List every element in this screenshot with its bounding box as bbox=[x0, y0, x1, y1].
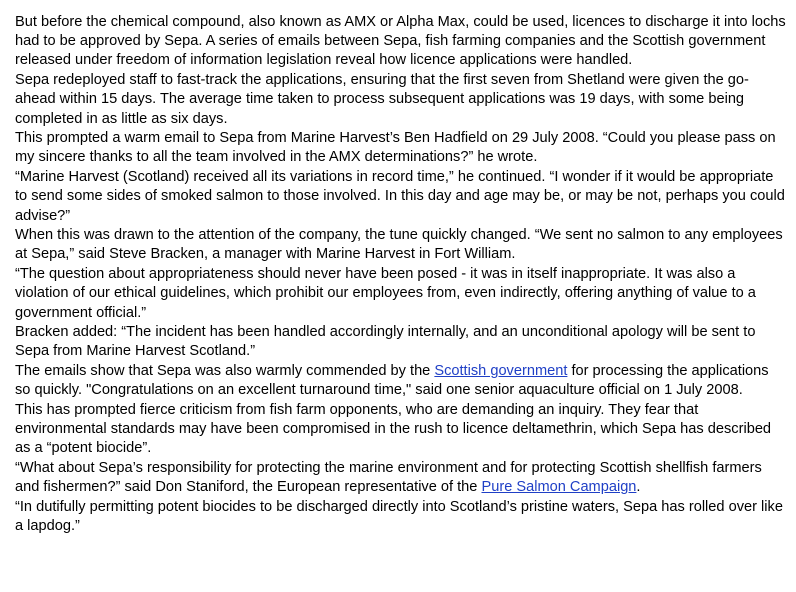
paragraph-text: The emails show that Sepa was also warmly commended by the bbox=[15, 363, 435, 380]
paragraph-fast-track bbox=[15, 71, 786, 129]
paragraph-text: . bbox=[636, 479, 641, 496]
pure-salmon-campaign-link[interactable]: Pure Salmon Campaign bbox=[481, 479, 637, 496]
paragraph-tune-changed bbox=[15, 226, 786, 264]
paragraph-apology bbox=[15, 323, 786, 361]
paragraph-lapdog bbox=[15, 498, 786, 536]
paragraph-government-commendation bbox=[15, 362, 786, 400]
paragraph-text: “Marine Harvest (Scotland) received all its variations in record time,” he continued. “I wonder if it would be appropriate to send some sides of smoked salmon to those involved. In this day and age may be, or may be not, perhaps you could advise?” bbox=[15, 169, 785, 224]
paragraph-amx-licences bbox=[15, 13, 786, 71]
paragraph-staniford-quote bbox=[15, 459, 786, 497]
paragraph-text: Bracken added: “The incident has been handled accordingly internally, and an unconditional apology will be sent to Sepa from Marine Harvest Scotland.” bbox=[15, 324, 756, 360]
paragraph-text: But before the chemical compound, also known as AMX or Alpha Max, could be used, licences to discharge it into lochs had to be approved by Sepa. A series of emails between Sepa, fish farming companies and the Scottish government released under freedom of information legislation reveal how licence applications were handled. bbox=[15, 14, 786, 69]
paragraph-text: This has prompted fierce criticism from fish farm opponents, who are demanding an inquiry. They fear that environmental standards may have been compromised in the rush to licence deltamethrin, which Sepa has described as a “potent biocide”. bbox=[15, 402, 772, 457]
paragraph-text: for processing the applications so quickly. "Congratulations on an excellent turnaround time," said one senior aquaculture official on 1 July 2008. bbox=[15, 363, 769, 399]
paragraph-smoked-salmon bbox=[15, 168, 786, 226]
paragraph-text: Sepa redeployed staff to fast-track the applications, ensuring that the first seven from Shetland were given the go-ahead within 15 days. The average time taken to process subsequent applications was 19 days, with some being completed in as little as six days. bbox=[15, 72, 749, 127]
paragraph-text: “What about Sepa’s responsibility for protecting the marine environment and for protecting Scottish shellfish farmers and fishermen?” said Don Staniford, the European representative of the bbox=[15, 460, 762, 496]
paragraph-text: “In dutifully permitting potent biocides to be discharged directly into Scotland’s pristine waters, Sepa has rolled over like a lapdog.” bbox=[15, 499, 783, 535]
paragraph-text: When this was drawn to the attention of the company, the tune quickly changed. “We sent no salmon to any employees at Sepa,” said Steve Bracken, a manager with Marine Harvest in Fort William. bbox=[15, 227, 783, 263]
paragraph-ethical-guidelines bbox=[15, 265, 786, 323]
paragraph-text: “The question about appropriateness should never have been posed - it was in itself inappropriate. It was also a violation of our ethical guidelines, which prohibit our employees from, even indirectly, offering anything of value to a government official.” bbox=[15, 266, 756, 321]
scottish-government-link[interactable]: Scottish government bbox=[434, 363, 568, 380]
paragraph-fierce-criticism bbox=[15, 401, 786, 459]
paragraph-text: This prompted a warm email to Sepa from Marine Harvest’s Ben Hadfield on 29 July 2008. “Could you please pass on my sincere thanks to all the team involved in the AMX determinations?” he wrote. bbox=[15, 130, 776, 166]
paragraph-warm-email bbox=[15, 129, 786, 167]
